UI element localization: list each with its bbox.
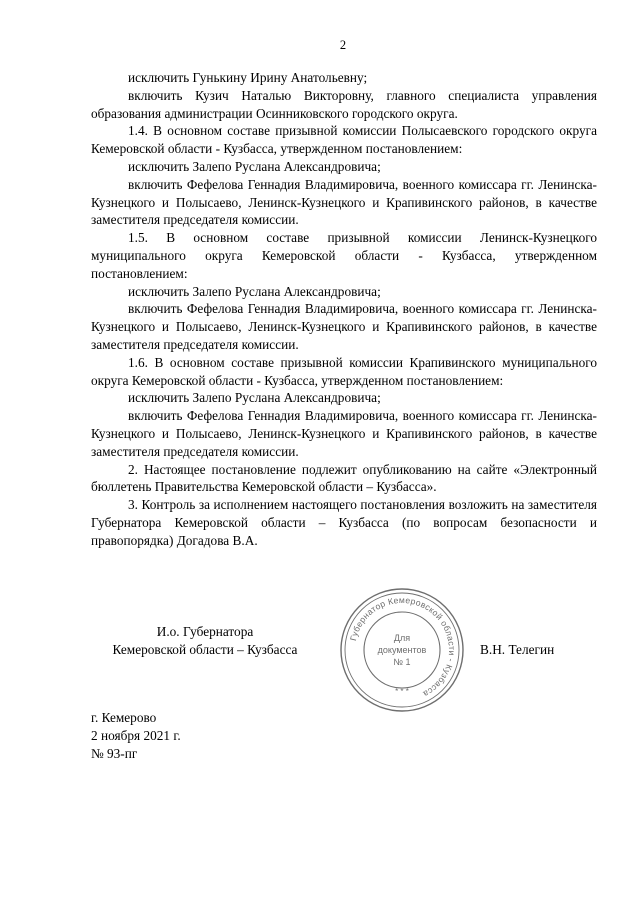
paragraph: исключить Залепо Руслана Александровича;	[128, 390, 381, 406]
paragraph: исключить Залепо Руслана Александровича;	[128, 158, 381, 174]
seal-center-text: № 1	[393, 657, 411, 667]
signatory-title-line: И.о. Губернатора	[156, 624, 254, 639]
official-seal	[338, 586, 466, 714]
paragraph: включить Кузич Наталью Викторовну, главного специалиста управления образования администрации Осинниковского городского округа.	[91, 87, 597, 121]
seal-center-text: документов	[377, 645, 427, 655]
paragraph: включить Фефелова Геннадия Владимировича, военного комиссара гг. Ленинска-Кузнецкого и Полысаево, Ленинск-Кузнецкого и Крапивинского районов, в качестве заместителя председателя комиссии.	[91, 301, 597, 352]
paragraph: включить Фефелова Геннадия Владимировича, военного комиссара гг. Ленинска-Кузнецкого и Полысаево, Ленинск-Кузнецкого и Крапивинского районов, в качестве заместителя председателя комиссии.	[91, 176, 597, 228]
paragraph: 1.4. В основном составе призывной комиссии Полысаевского городского округа Кемеровской области - Кузбасса, утвержденном постановлением:	[91, 123, 597, 157]
page-number: 2	[339, 38, 347, 52]
document-number: № 93-пг	[91, 745, 138, 761]
seal-ring-text: Губернатор Кемеровской области - Кузбасса	[347, 594, 458, 700]
paragraph: 3. Контроль за исполнением настоящего постановления возложить на заместителя Губернатора Кемеровской области – Кузбасса (по вопросам безопасности и правопорядка) Догадова В.А.	[91, 497, 597, 548]
document-body	[91, 69, 597, 550]
seal-center-text: Для	[393, 633, 411, 643]
paragraph: исключить Гунькину Ирину Анатольевну;	[128, 70, 368, 85]
seal-stars: * * *	[395, 687, 409, 696]
signatory-name: В.Н. Телегин	[480, 642, 555, 657]
paragraph: 1.6. В основном составе призывной комиссии Крапивинского муниципального округа Кемеровской области - Кузбасса, утвержденном постановлением:	[91, 354, 597, 388]
paragraph: включить Фефелова Геннадия Владимировича, военного комиссара гг. Ленинска-Кузнецкого и Полысаево, Ленинск-Кузнецкого и Крапивинского районов, в качестве заместителя председателя комиссии.	[91, 408, 597, 459]
signatory-title-line: Кемеровской области – Кузбасса	[112, 641, 298, 657]
signatory-title	[95, 623, 315, 659]
paragraph: исключить Залепо Руслана Александровича;	[128, 283, 381, 299]
paragraph: 1.5. В основном составе призывной комиссии Ленинск-Кузнецкого муниципального округа Кемеровской области - Кузбасса, утвержденном постановлением:	[91, 230, 597, 281]
place-date-block	[91, 709, 181, 762]
issue-place: г. Кемерово	[91, 710, 157, 725]
paragraph: 2. Настоящее постановление подлежит опубликованию на сайте «Электронный бюллетень Правительства Кемеровской области – Кузбасса».	[91, 461, 597, 495]
issue-date: 2 ноября 2021 г.	[91, 727, 181, 743]
